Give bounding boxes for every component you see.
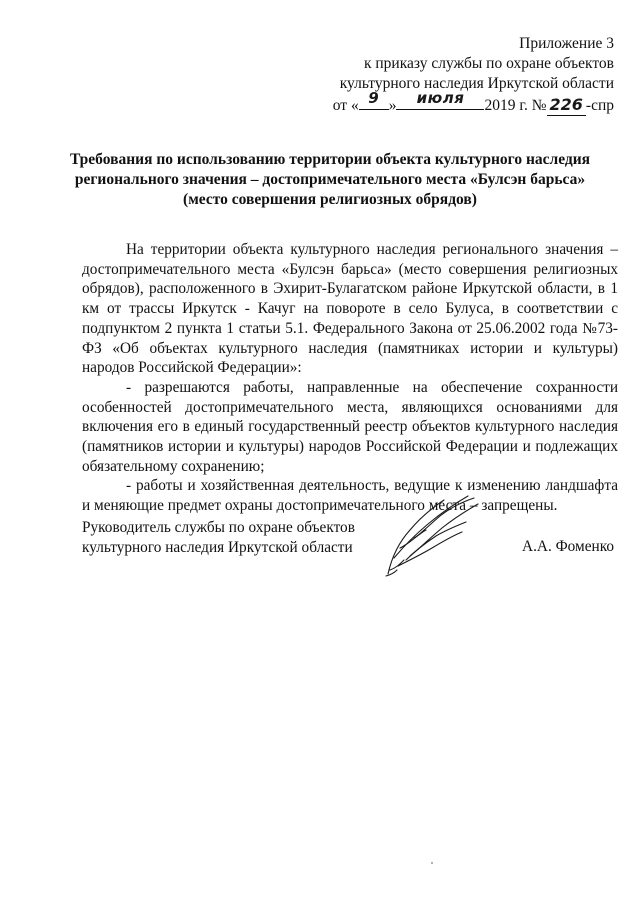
title-line-3: (место совершения религиозных обрядов) — [183, 191, 477, 208]
signatory-position — [82, 518, 355, 558]
paragraph-allowed: - разрешаются работы, направленные на обеспечение сохранности особенностей достопримечательного места, являющихся основаниями для включения его в единый государственный реестр объектов культурного наследия (памятников истории и культуры) народов Российской Федерации и подлежащих обязательному сохранению; — [82, 378, 618, 475]
date-year: 2019 г. № — [484, 97, 547, 114]
position-line-1: Руководитель службы по охране объектов — [82, 519, 355, 536]
handwritten-signature — [370, 486, 490, 578]
title-line-2: регионального значения – достопримечательного места «Булсэн барьса» — [74, 171, 586, 188]
date-day-blank — [359, 89, 389, 110]
order-reference: к приказу службы по охране объектов — [363, 55, 614, 72]
order-authority: культурного наследия Иркутской области — [339, 75, 614, 92]
document-title — [60, 150, 600, 210]
date-mid: » — [388, 97, 397, 114]
appendix-header — [254, 34, 614, 116]
date-day-handwritten: 9 — [368, 89, 380, 107]
paragraph-prohibited: - работы и хозяйственная деятельность, ведущие к изменению ландшафта и меняющие предмет охраны достопримечательного места – запрещены. — [82, 477, 618, 515]
position-line-2: культурного наследия Иркутской области — [82, 539, 353, 556]
paragraph-intro: На территории объекта культурного наследия регионального значения – достопримечательного места «Булсэн барьса» (место совершения религиозных обрядов), расположенного в Эхирит-Булагатском районе Иркутской области, в 1 км от трассы Иркутск - Качуг на повороте в село Булуса, в соответствии с подпунктом 2 пункта 1 статьи 5.1. Федерального Закона от 25.06.2002 года №73-ФЗ «Об объектах культурного наследия (памятниках истории и культуры) народов Российской Федерации»: — [82, 241, 618, 377]
order-date-line — [254, 89, 614, 116]
title-line-1: Требования по использованию территории объекта культурного наследия — [69, 151, 591, 168]
document-body — [82, 240, 618, 516]
signer-name: А.А. Фоменко — [522, 538, 614, 555]
scan-speck — [431, 862, 433, 864]
date-month-blank — [396, 89, 484, 110]
appendix-number: Приложение 3 — [519, 35, 614, 52]
date-prefix: от « — [332, 97, 359, 114]
order-suffix: -спр — [585, 97, 614, 114]
date-month-handwritten: июля — [416, 89, 465, 107]
order-number-handwritten: 226 — [547, 95, 586, 116]
